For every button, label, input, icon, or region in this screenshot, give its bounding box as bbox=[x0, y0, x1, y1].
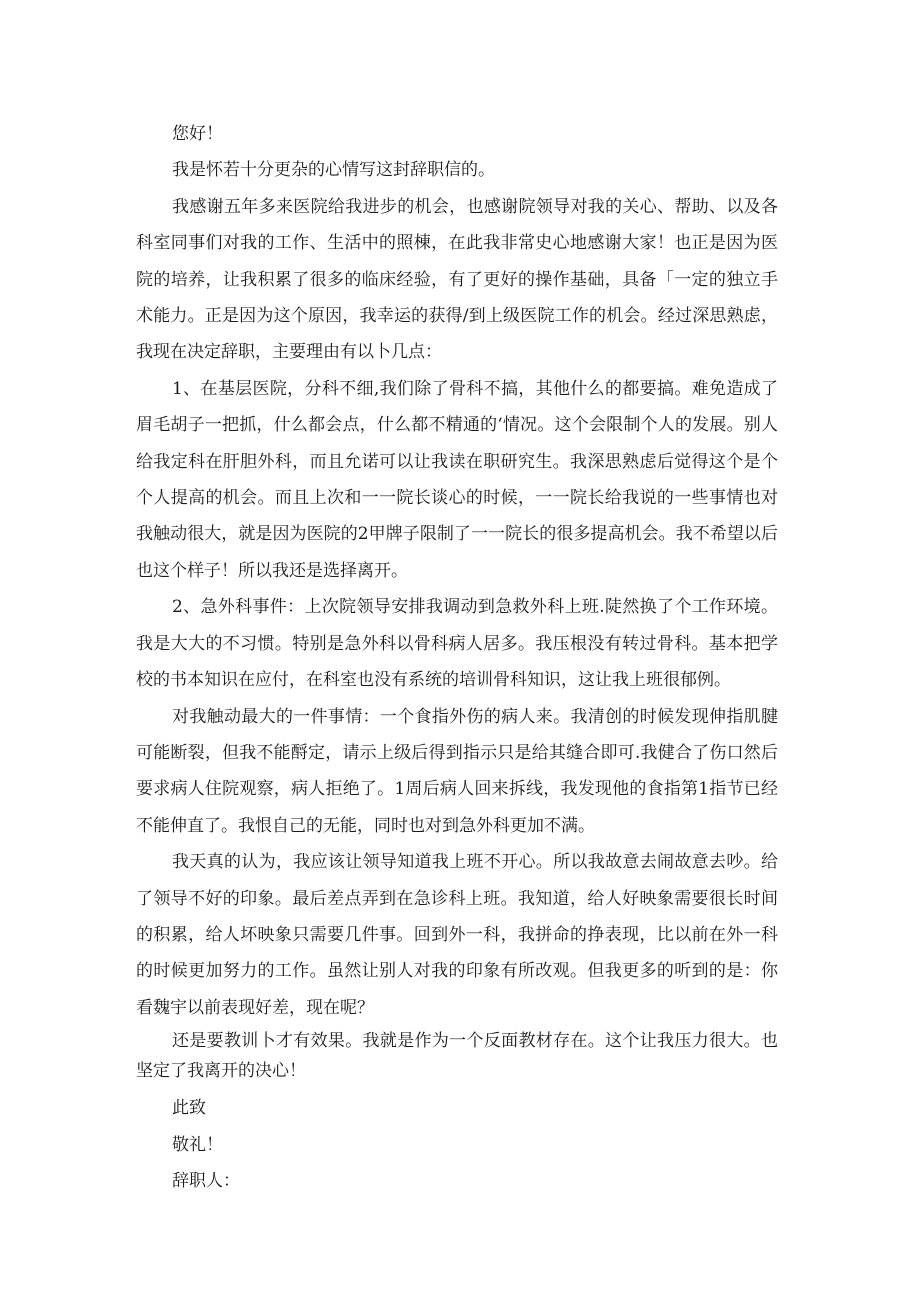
intro-paragraph: 我是怀若十分更杂的心情写这封辞职信的。 bbox=[172, 160, 495, 181]
signature-line: 辞职人： bbox=[172, 1170, 240, 1191]
greeting: 您好！ bbox=[172, 124, 223, 144]
resignation-letter bbox=[136, 116, 778, 1199]
gratitude-paragraph: 我感谢五年多来医院给我进步的机会，也感谢院领导对我的关心、帮助、以及各科室同事们对我的工作、生活中的照棟，在此我非常史心地感谢大家！也正是因为医院的培养，让我积累了很多的临床经验，有了更好的操作基础，具备「一定的独立手术能力。正是因为这个原因，我幸运的获得/到上级医院工作的机会。经过深思熟虑，我现在决定辞职，主要理由有以卜几点： bbox=[136, 196, 778, 363]
reflection-paragraph: 我天真的认为，我应该让领导知道我上班不开心。所以我故意去闹故意去吵。给了领导不好的印象。最后差点弄到在急诊科上班。我知道，给人好映象需要很长时间的积累，给人坏映象只需要几件事。回到外一科，我拼命的挣表现，比以前在外一科的时候更加努力的工作。虽然让别人对我的印象有所改观。但我更多的听到的是：你看魏宇以前表现好差，现在呢？ bbox=[136, 852, 778, 1018]
reason-point-2: 2、急外科事件：上次院领导安排我调动到急救外科上班.陡然换了个工作环境。我是大大的不习惯。特别是急外科以骨科病人居多。我压根没有转过骨科。基本把学校的书本知识在应付，在科室也没有系统的培训骨科知识，这让我上班很郁例。 bbox=[136, 597, 778, 691]
closing-salutation: 此致 bbox=[172, 1098, 206, 1119]
conclusion-paragraph: 还是要教训卜才有效果。我就是作为一个反面教材存在。这个让我压力很大。也坚定了我离开的决心！ bbox=[136, 1031, 778, 1082]
incident-paragraph: 对我触动最大的一件事情：一个食指外伤的病人来。我清创的时候发现伸指肌腱可能断裂，但我不能酹定，请示上级后得到指示只是给其缝合即可.我健合了伤口然后要求病人住院观察，病人拒绝了。1周后病人回来拆线，我发现他的食指第1指节已经不能伸直了。我恨自己的无能，同时也对到急外科更加不满。 bbox=[136, 706, 778, 836]
reason-point-1: 1、在基层医院，分科不细,我们除了骨科不搞，其他什么的都要搞。难免造成了眉毛胡子一把抓，什么都会点，什么都不精通的‘情况。这个会限制个人的发展。别人给我定科在肝胆外科，而且允诺可以让我读在职研究生。我深思熟虑后觉得这个是个个人提高的机会。而且上次和一一院长谈心的时候，一一院长给我说的一些事情也对我触动很大，就是因为医院的2甲牌子限制了一一院长的很多提高机会。我不希望以后也这个样子！所以我还是选择离开。 bbox=[136, 378, 778, 581]
closing-regards: 敬礼！ bbox=[172, 1134, 223, 1155]
